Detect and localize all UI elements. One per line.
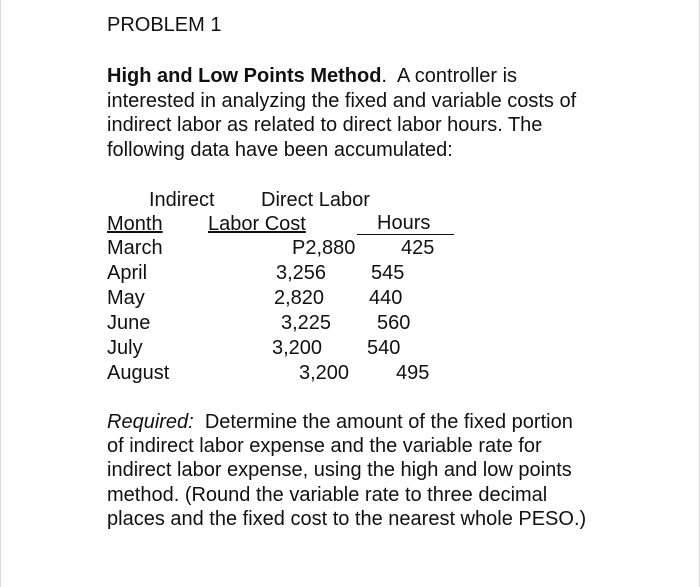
row-cost: 3,225 — [281, 312, 332, 334]
row-cost: 3,256 — [276, 262, 327, 284]
row-hours: 540 — [367, 337, 401, 359]
row-month: August — [107, 362, 170, 384]
row-month: July — [107, 337, 143, 359]
row-hours: 495 — [396, 362, 430, 384]
row-cost: 2,820 — [274, 287, 325, 309]
problem-title: PROBLEM 1 — [107, 14, 222, 36]
header-direct-labor: Direct Labor — [261, 189, 370, 211]
row-month: May — [107, 287, 145, 309]
row-hours: 545 — [371, 262, 405, 284]
intro-heading: High and Low Points Method — [107, 65, 382, 87]
header-month: Month — [107, 213, 163, 235]
required-text: Determine the amount of the fixed portion of indirect labor expense and the variable rate for indirect labor expense, using the high and low points method. (Round the variable rate to three decimal places and the fixed cost to the nearest whole PESO.) — [107, 411, 587, 530]
header-labor-cost: Labor Cost — [208, 213, 306, 235]
row-cost: 3,200 — [272, 337, 323, 359]
row-month: June — [107, 312, 151, 334]
intro-heading-period: . — [381, 65, 387, 87]
row-cost: 3,200 — [299, 362, 350, 384]
required-instructions — [107, 410, 587, 531]
header-hours: Hours — [357, 212, 454, 235]
row-hours: 425 — [401, 237, 435, 259]
row-hours: 560 — [377, 312, 411, 334]
row-cost: P2,880 — [292, 237, 356, 259]
problem-intro — [107, 64, 607, 162]
header-indirect: Indirect — [149, 189, 215, 211]
required-label: Required: — [107, 411, 194, 433]
row-hours: 440 — [369, 287, 403, 309]
intro-text: A controller is interested in analyzing the fixed and variable costs of indirect labor as related to direct labor hours. The following data have been accumulated: — [107, 65, 577, 161]
row-month: April — [107, 262, 148, 284]
row-month: March — [107, 237, 163, 259]
